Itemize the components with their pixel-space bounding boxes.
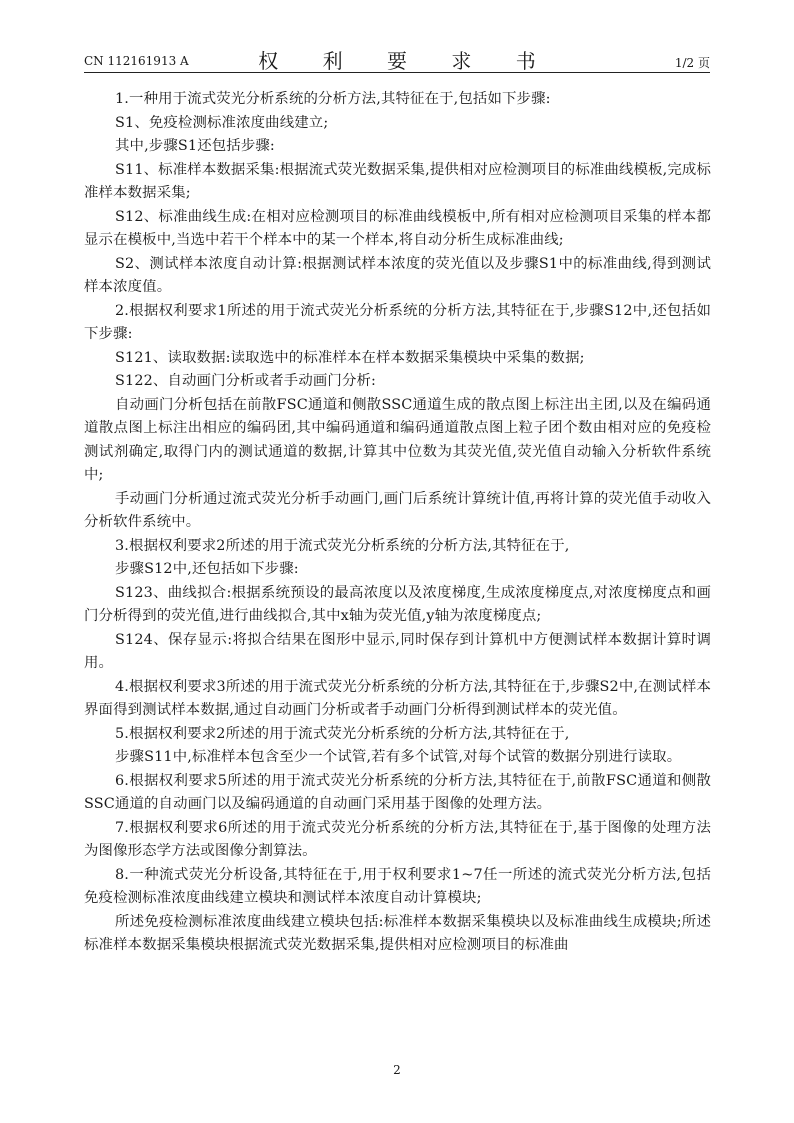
claim-paragraph: S1、免疫检测标准浓度曲线建立; [115, 114, 329, 131]
claim-paragraph: 1.一种用于流式荧光分析系统的分析方法,其特征在于,包括如下步骤: [115, 91, 551, 107]
claim-paragraph: 7.根据权利要求6所述的用于流式荧光分析系统的分析方法,其特征在于,基于图像的处理方法为图像形态学方法或图像分割算法。 [84, 819, 711, 859]
publication-number: CN 112161913 A [84, 54, 189, 68]
claim-paragraph: 2.根据权利要求1所述的用于流式荧光分析系统的分析方法,其特征在于,步骤S12中,还包括如下步骤: [84, 302, 711, 342]
claim-paragraph: 8.一种流式荧光分析设备,其特征在于,用于权利要求1~7任一所述的流式荧光分析方法,包括免疫检测标准浓度曲线建立模块和测试样本浓度自动计算模块; [84, 866, 711, 906]
claim-paragraph: 其中,步骤S1还包括步骤: [115, 138, 275, 154]
claim-paragraph: S124、保存显示:将拟合结果在图形中显示,同时保存到计算机中方便测试样本数据计算时调用。 [84, 631, 711, 671]
claim-paragraph: 3.根据权利要求2所述的用于流式荧光分析系统的分析方法,其特征在于, [115, 537, 570, 554]
page-number: 2 [393, 1063, 401, 1077]
claim-paragraph: 步骤S12中,还包括如下步骤: [115, 561, 299, 577]
page-header [84, 42, 710, 74]
claim-paragraph: S12、标准曲线生成:在相对应检测项目的标准曲线模板中,所有相对应检测项目采集的样本都显示在模板中,当选中若干个样本中的某一个样本,将自动分析生成标准曲线; [84, 208, 711, 248]
claim-paragraph: S123、曲线拟合:根据系统预设的最高浓度以及浓度梯度,生成浓度梯度点,对浓度梯度点和画门分析得到的荧光值,进行曲线拟合,其中x轴为荧光值,y轴为浓度梯度点; [84, 584, 711, 624]
claims-body [84, 88, 711, 958]
claim-paragraph: 自动画门分析包括在前散FSC通道和侧散SSC通道生成的散点图上标注出主团,以及在编码通道散点图上标注出相应的编码团,其中编码通道和编码通道散点图上粒子团个数由相对应的免疫检测试剂确定,取得门内的测试通道的数据,计算其中位数为其荧光值,荧光值自动输入分析软件系统中; [84, 396, 711, 483]
claim-paragraph: 手动画门分析通过流式荧光分析手动画门,画门后系统计算统计值,再将计算的荧光值手动收入分析软件系统中。 [84, 490, 711, 530]
page-indicator: 1/2 页 [674, 56, 710, 70]
document-title: 权 利 要 求 书 [258, 49, 555, 73]
claim-paragraph: 步骤S11中,标准样本包含至少一个试管,若有多个试管,对每个试管的数据分别进行读取。 [115, 749, 682, 765]
header-divider [84, 72, 710, 73]
claim-paragraph: S121、读取数据:读取选中的标准样本在样本数据采集模块中采集的数据; [115, 349, 585, 366]
claim-paragraph: S11、标准样本数据采集:根据流式荧光数据采集,提供相对应检测项目的标准曲线模板,完成标准样本数据采集; [84, 161, 711, 201]
claim-paragraph: S2、测试样本浓度自动计算:根据测试样本浓度的荧光值以及步骤S1中的标准曲线,得到测试样本浓度值。 [84, 255, 711, 295]
claim-paragraph: 5.根据权利要求2所述的用于流式荧光分析系统的分析方法,其特征在于, [115, 725, 570, 742]
claim-paragraph: 4.根据权利要求3所述的用于流式荧光分析系统的分析方法,其特征在于,步骤S2中,在测试样本界面得到测试样本数据,通过自动画门分析或者手动画门分析得到测试样本的荧光值。 [84, 678, 711, 718]
claim-paragraph: S122、自动画门分析或者手动画门分析: [115, 373, 377, 389]
claim-paragraph: 6.根据权利要求5所述的用于流式荧光分析系统的分析方法,其特征在于,前散FSC通道和侧散SSC通道的自动画门以及编码通道的自动画门采用基于图像的处理方法。 [84, 772, 711, 812]
claim-paragraph: 所述免疫检测标准浓度曲线建立模块包括:标准样本数据采集模块以及标准曲线生成模块;所述标准样本数据采集模块根据流式荧光数据采集,提供相对应检测项目的标准曲 [84, 913, 711, 953]
